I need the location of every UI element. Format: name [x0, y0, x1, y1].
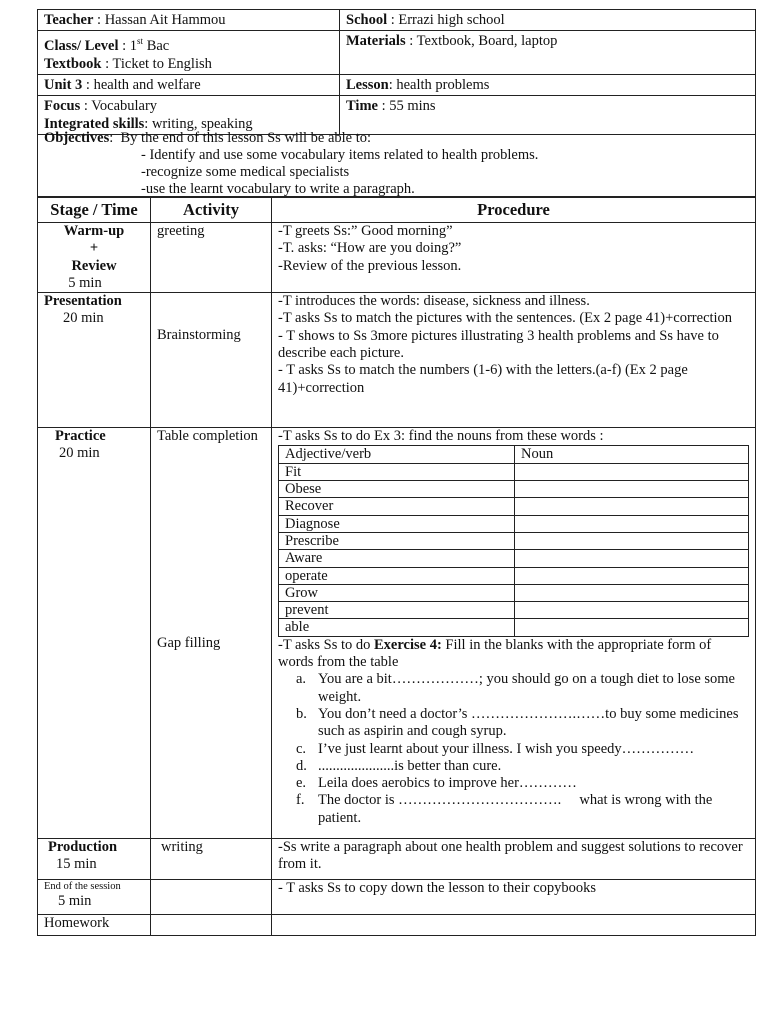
objective-item: -use the learnt vocabulary to write a paragraph. — [141, 181, 415, 197]
list-item — [296, 758, 755, 775]
list-item — [296, 741, 755, 758]
word-table-header-adjective: Adjective/verb — [279, 446, 515, 463]
skills-value: writing, speaking — [148, 115, 253, 132]
noun-blank-cell — [515, 584, 749, 601]
materials-value: Textbook, Board, laptop — [416, 33, 558, 49]
noun-blank-cell — [515, 463, 749, 480]
lesson-value: health problems — [392, 76, 490, 93]
time-label: Time — [346, 97, 378, 114]
presentation-procedure — [272, 293, 756, 428]
lesson-label: Lesson — [346, 76, 389, 93]
end-session-title: End of the session — [44, 881, 121, 893]
table-row — [279, 602, 749, 619]
list-item — [296, 792, 755, 827]
unit-label: Unit 3 — [44, 76, 83, 93]
noun-blank-cell — [515, 481, 749, 498]
end-session-activity — [151, 880, 272, 915]
column-header-procedure: Procedure — [272, 198, 756, 223]
word-cell: prevent — [279, 602, 515, 619]
objective-item: - Identify and use some vocabulary items related to health problems. — [141, 147, 539, 163]
table-row — [279, 463, 749, 480]
procedure-table — [37, 197, 756, 936]
end-session-stage — [38, 880, 151, 915]
focus-label: Focus — [44, 97, 81, 114]
procedure-line: -T. asks: “How are you doing?” — [278, 240, 462, 257]
production-procedure: -Ss write a paragraph about one health problem and suggest solutions to recover from it. — [272, 839, 756, 880]
gap-item-marker: e. — [296, 775, 307, 792]
class-textbook-cell: Class/ Level : 1st Bac Textbook : Ticket to English — [38, 31, 340, 75]
word-cell: operate — [279, 567, 515, 584]
gap-filling-label: Gap filling — [157, 635, 221, 652]
noun-blank-cell — [515, 619, 749, 636]
procedure-line: -Review of the previous lesson. — [278, 257, 462, 274]
practice-row — [38, 428, 756, 839]
procedure-line: - T asks Ss to match the numbers (1-6) with the letters.(a-f) (Ex 2 page 41)+correction — [278, 362, 688, 396]
end-session-procedure: - T asks Ss to copy down the lesson to their copybooks — [272, 880, 756, 915]
time-cell: Time : 55 mins — [340, 95, 756, 134]
table-row — [279, 584, 749, 601]
table-row — [279, 619, 749, 636]
practice-stage-title: Practice — [55, 428, 106, 445]
noun-blank-cell — [515, 515, 749, 532]
presentation-stage-title: Presentation — [44, 293, 122, 310]
exercise-4-instruction — [272, 637, 755, 672]
warmup-activity: greeting — [151, 223, 272, 293]
teacher-cell: Teacher : Hassan Ait Hammou — [38, 10, 340, 31]
class-number: 1 — [129, 37, 138, 54]
noun-blank-cell — [515, 602, 749, 619]
practice-time: 20 min — [59, 445, 100, 462]
presentation-time: 20 min — [63, 310, 104, 327]
warmup-stage-plus: + — [89, 240, 99, 257]
noun-blank-cell — [515, 550, 749, 567]
exercise-4-title: Exercise 4: — [374, 636, 442, 653]
list-item — [296, 775, 755, 792]
school-value: Errazi high school — [398, 12, 505, 28]
word-cell: Diagnose — [279, 515, 515, 532]
table-row — [279, 567, 749, 584]
school-cell: School : Errazi high school — [340, 10, 756, 31]
textbook-label: Textbook — [44, 55, 102, 72]
noun-blank-cell — [515, 567, 749, 584]
time-value: 55 mins — [389, 97, 436, 114]
procedure-line: -T introduces the words: disease, sickness and illness. — [278, 293, 590, 310]
warmup-procedure — [272, 223, 756, 293]
end-session-time: 5 min — [58, 893, 92, 910]
production-stage — [38, 839, 151, 880]
gap-item-marker: b. — [296, 705, 307, 722]
lesson-cell: Lesson: health problems — [340, 74, 756, 95]
homework-procedure — [272, 915, 756, 936]
noun-blank-cell — [515, 498, 749, 515]
noun-blank-cell — [515, 532, 749, 549]
lesson-info-table — [37, 9, 756, 135]
objectives-intro: By the end of this lesson Ss will be able to: — [113, 130, 372, 146]
word-cell: able — [279, 619, 515, 636]
review-stage-title: Review — [71, 257, 117, 274]
word-cell: Fit — [279, 463, 515, 480]
procedure-line: - T shows to Ss 3more pictures illustrating 3 health problems and Ss have to describe each picture. — [278, 327, 719, 362]
gap-item-text: I’ve just learnt about your illness. I wish you speedy…………… — [318, 740, 695, 757]
column-header-activity: Activity — [151, 198, 272, 223]
practice-stage — [38, 428, 151, 839]
homework-activity — [151, 915, 272, 936]
class-superscript: st — [137, 36, 144, 46]
table-row — [279, 532, 749, 549]
gap-item-marker: d. — [296, 757, 307, 774]
table-row — [279, 481, 749, 498]
gap-item-text: The doctor is ……………………………. what is wrong with the patient. — [318, 792, 716, 826]
production-stage-title: Production — [48, 839, 118, 856]
homework-stage: Homework — [38, 915, 151, 936]
practice-activity — [151, 428, 272, 839]
production-activity — [151, 839, 272, 880]
list-item — [296, 706, 755, 741]
table-row — [279, 550, 749, 567]
gap-item-marker: a. — [296, 671, 307, 688]
gap-item-text: You don’t need a doctor’s ………………….……to buy some medicines such as aspirin and cough syrup. — [318, 705, 739, 740]
objectives-box: Objectives: By the end of this lesson Ss will be able to: - Identify and use some vocabulary items related to health problems. -recognize some medical specialists -use the learnt vocabulary to write a paragraph. — [37, 129, 756, 197]
objectives-label: Objectives — [44, 130, 110, 146]
warmup-stage — [38, 223, 151, 293]
brainstorming-label: Brainstorming — [157, 327, 241, 344]
gap-item-marker: c. — [296, 740, 307, 757]
word-form-table — [278, 445, 749, 636]
writing-label: writing — [161, 839, 203, 856]
word-cell: Grow — [279, 584, 515, 601]
class-label: Class/ Level — [44, 37, 119, 54]
focus-skills-cell: Focus : Vocabulary Integrated skills: writing, speaking — [38, 95, 340, 134]
presentation-row — [38, 293, 756, 428]
exercise-3-instruction: -T asks Ss to do Ex 3: find the nouns from these words : — [278, 428, 604, 445]
table-row — [279, 498, 749, 515]
objective-item: -recognize some medical specialists — [141, 164, 350, 180]
skills-label: Integrated skills — [44, 115, 145, 132]
gap-fill-list — [272, 671, 755, 827]
gap-item-marker: f. — [296, 792, 305, 809]
gap-item-text: Leila does aerobics to improve her………… — [318, 775, 577, 792]
gap-item-text: .....................is better than cure. — [318, 757, 502, 774]
word-cell: Obese — [279, 481, 515, 498]
textbook-value: Ticket to English — [112, 55, 212, 72]
end-session-row — [38, 880, 756, 915]
production-row — [38, 839, 756, 880]
materials-cell: Materials : Textbook, Board, laptop — [340, 31, 756, 75]
column-header-stage: Stage / Time — [38, 198, 151, 223]
teacher-value: Hassan Ait Hammou — [104, 12, 226, 28]
gap-item-text: You are a bit………………; you should go on a tough diet to lose some weight. — [318, 671, 735, 705]
materials-label: Materials — [346, 33, 406, 49]
presentation-activity — [151, 293, 272, 428]
presentation-stage — [38, 293, 151, 428]
warmup-stage-title: Warm-up — [63, 223, 125, 239]
table-completion-label: Table completion — [157, 428, 258, 445]
word-table-header-noun: Noun — [515, 446, 749, 463]
exercise-4-pre: -T asks Ss to do — [278, 636, 375, 653]
warmup-time: 5 min — [68, 274, 102, 291]
class-value: Bac — [143, 37, 170, 54]
exercise-4-text: Fill in the blanks with the appropriate form of words from the table — [278, 636, 712, 671]
procedure-line: -T greets Ss:” Good morning” — [278, 223, 453, 239]
focus-value: Vocabulary — [91, 97, 158, 114]
word-cell: Recover — [279, 498, 515, 515]
unit-value: health and welfare — [93, 76, 201, 93]
practice-procedure — [272, 428, 756, 839]
word-cell: Aware — [279, 550, 515, 567]
school-label: School — [346, 12, 388, 28]
production-time: 15 min — [56, 856, 97, 873]
teacher-label: Teacher — [44, 12, 94, 28]
homework-row — [38, 915, 756, 936]
procedure-line: -T asks Ss to match the pictures with the sentences. (Ex 2 page 41)+correction — [278, 310, 733, 327]
warmup-row — [38, 223, 756, 293]
list-item — [296, 671, 755, 706]
unit-cell: Unit 3 : health and welfare — [38, 74, 340, 95]
word-cell: Prescribe — [279, 532, 515, 549]
table-row — [279, 515, 749, 532]
